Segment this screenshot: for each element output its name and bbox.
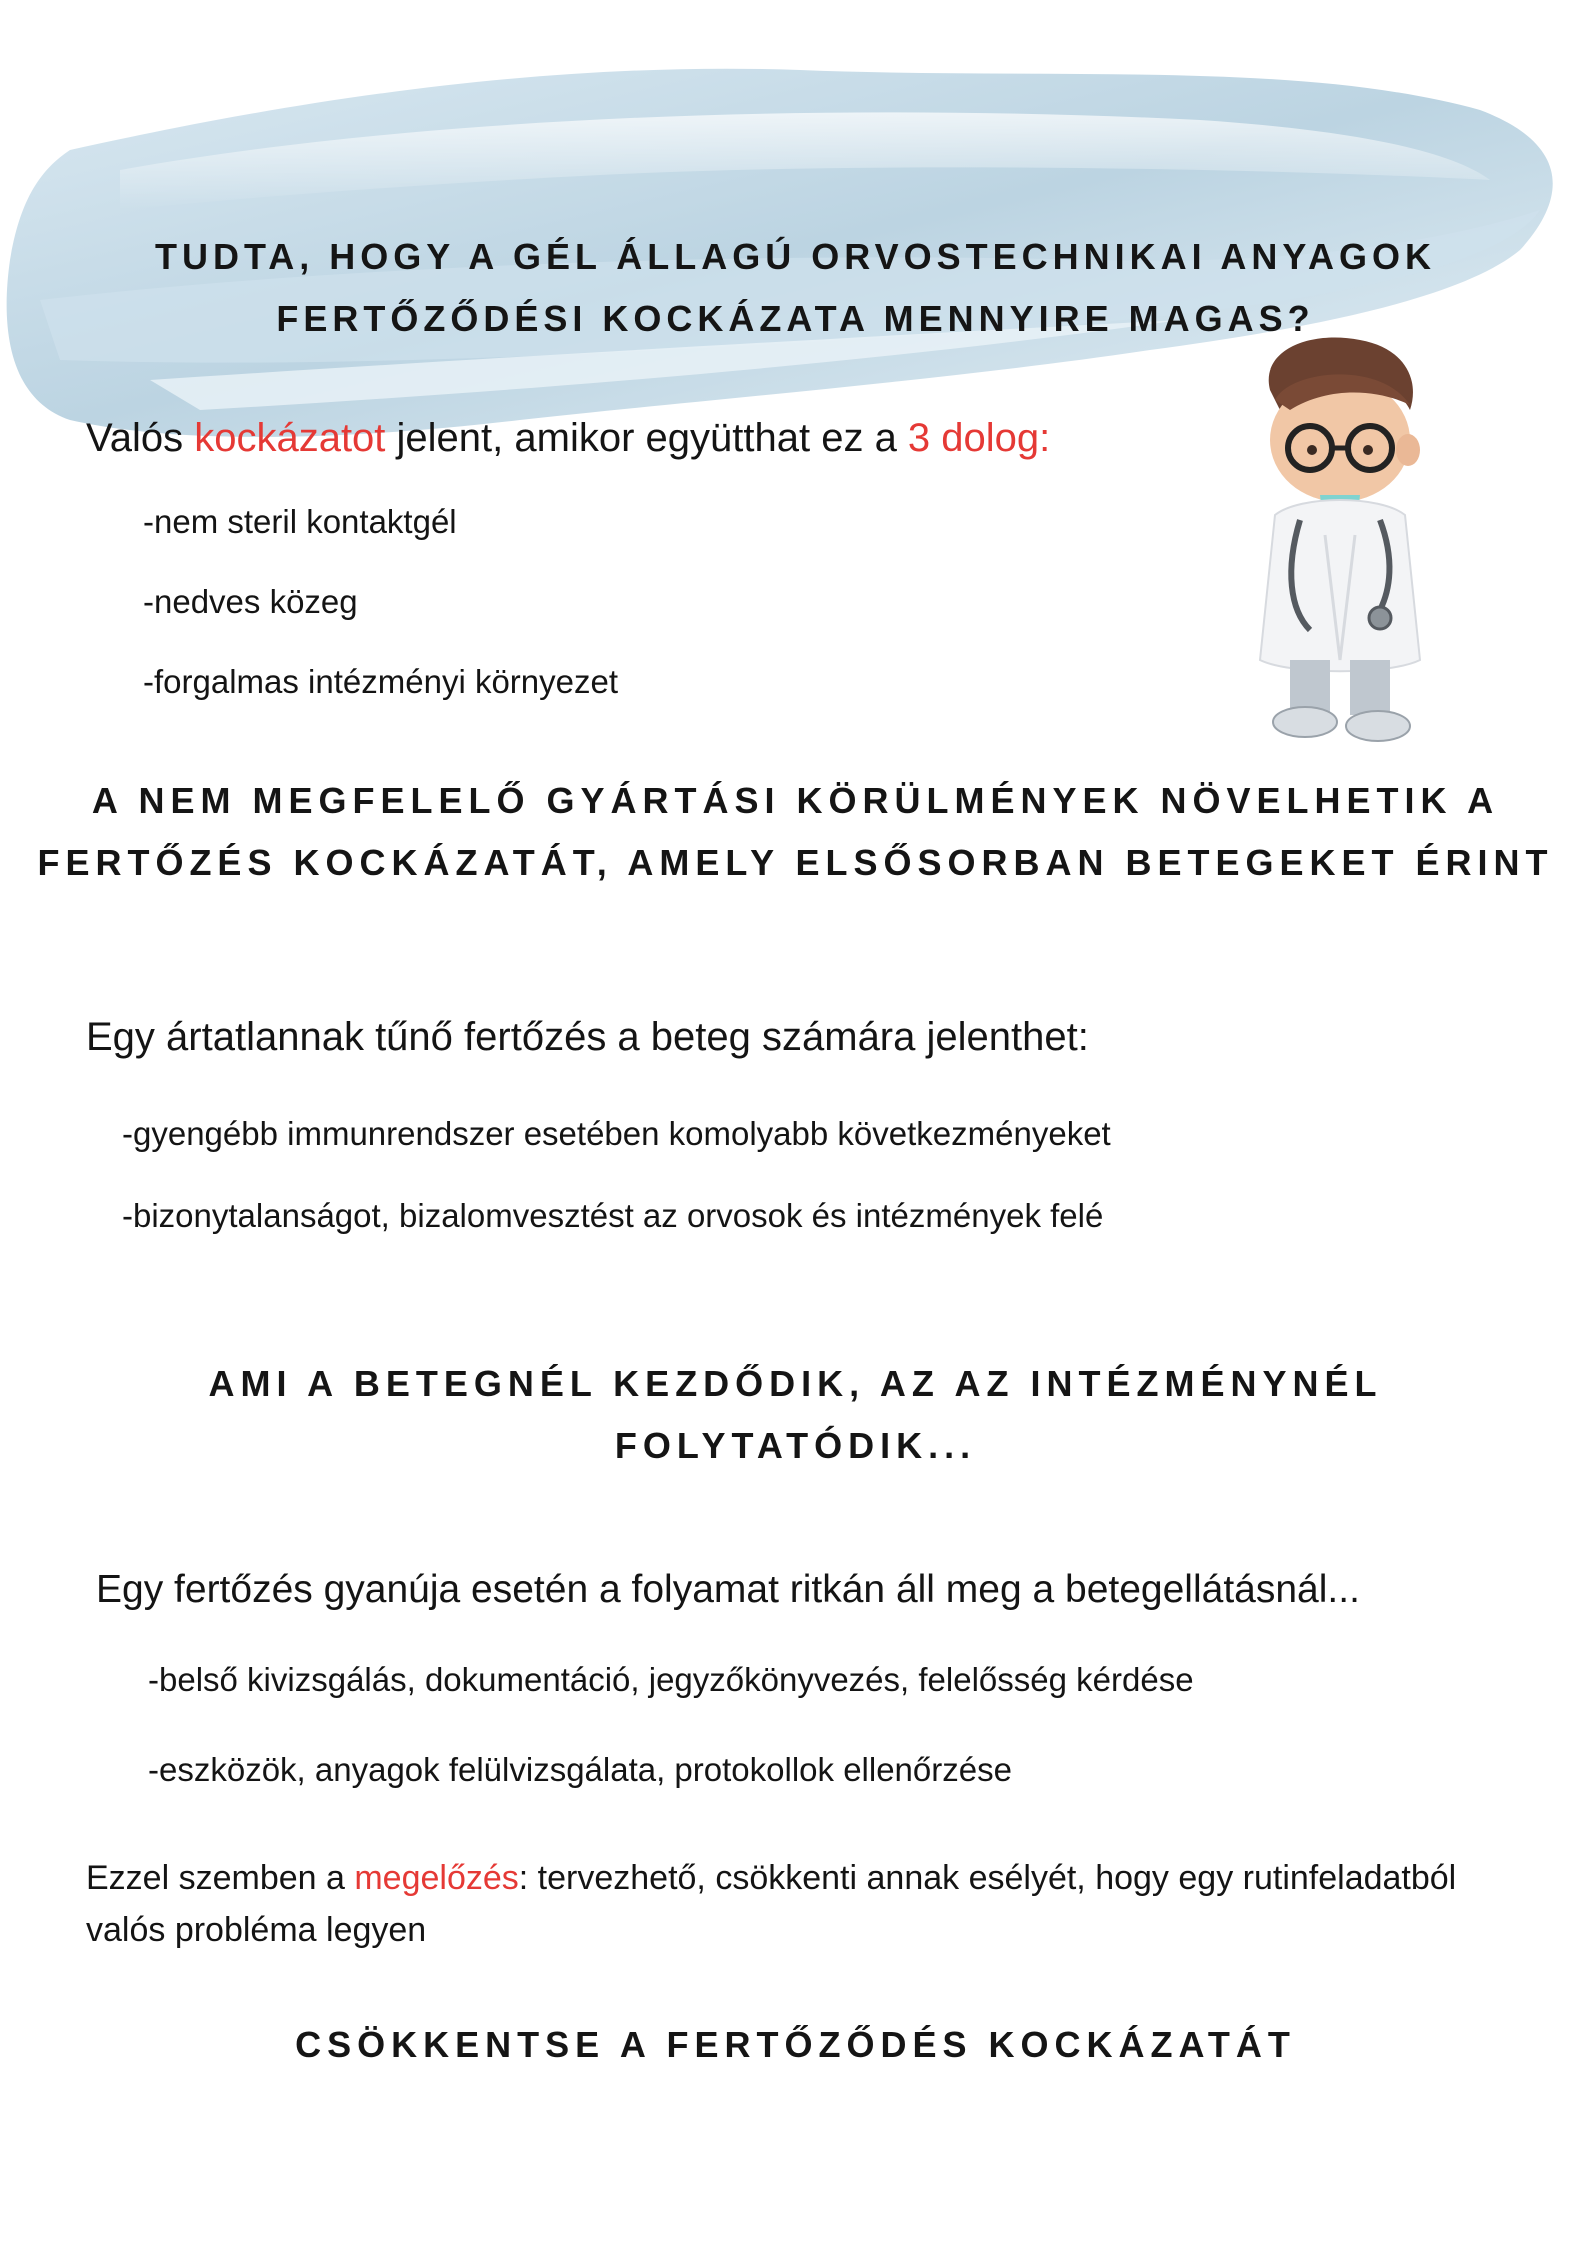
patient-list-item: -bizonytalanságot, bizalomvesztést az orvosok és intézmények felé xyxy=(122,1197,1104,1234)
institution-list-item: -eszközök, anyagok felülvizsgálata, protokollok ellenőrzése xyxy=(148,1751,1012,1788)
section-heading-manufacturing xyxy=(0,770,1591,894)
footer-heading: CSÖKKENTSE A FERTŐZŐDÉS KOCKÁZATÁT xyxy=(295,2024,1296,2065)
intro-list-item: -nem steril kontaktgél xyxy=(143,503,457,540)
header-title-line: FERTŐZŐDÉSI KOCKÁZATA MENNYIRE MAGAS? xyxy=(276,298,1315,339)
institution-list-item: -belső kivizsgálás, dokumentáció, jegyzőkönyvezés, felelősség kérdése xyxy=(148,1661,1194,1698)
intro-list-item: -nedves közeg xyxy=(143,583,358,620)
patient-lead: Egy ártatlannak tűnő fertőzés a beteg számára jelenthet: xyxy=(86,1015,1089,1059)
prevention-line-2: valós probléma legyen xyxy=(86,1911,427,1949)
section-heading-line: FERTŐZÉS KOCKÁZATÁT, AMELY ELSŐSORBAN BETEGEKET ÉRINT xyxy=(37,842,1554,883)
institution-lead: Egy fertőzés gyanúja esetén a folyamat ritkán áll meg a betegellátásnál... xyxy=(96,1568,1360,1611)
section-heading-institution xyxy=(0,1353,1591,1477)
prevention-paragraph xyxy=(86,1852,1486,1956)
header-title-line: TUDTA, HOGY A GÉL ÁLLAGÚ ORVOSTECHNIKAI ANYAGOK xyxy=(154,236,1437,277)
intro-middle: jelent, amikor együtthat ez a xyxy=(385,416,908,460)
prevention-line xyxy=(86,1852,1486,1904)
intro-list-item: -forgalmas intézményi környezet xyxy=(143,663,619,700)
doctor-illustration-icon xyxy=(1230,330,1470,760)
intro-highlight-three: 3 dolog: xyxy=(907,416,1051,460)
header-title xyxy=(0,226,1591,350)
intro-highlight-risk: kockázatot xyxy=(194,416,386,460)
section-heading-line: A NEM MEGFELELŐ GYÁRTÁSI KÖRÜLMÉNYEK NÖVELHETIK A xyxy=(91,780,1500,821)
prevention-suffix: : tervezhető, csökkenti annak esélyét, hogy egy rutinfeladatból xyxy=(518,1859,1457,1897)
intro-prefix: Valós xyxy=(86,416,195,460)
patient-list-item: -gyengébb immunrendszer esetében komolyabb következményeket xyxy=(122,1115,1111,1152)
section-heading-line: AMI A BETEGNÉL KEZDŐDIK, AZ AZ INTÉZMÉNYNÉL xyxy=(208,1363,1383,1404)
prevention-prefix: Ezzel szemben a xyxy=(86,1859,355,1897)
intro-sentence xyxy=(86,413,1050,463)
prevention-highlight: megelőzés xyxy=(354,1859,519,1897)
section-heading-line: FOLYTATÓDIK... xyxy=(614,1425,977,1466)
